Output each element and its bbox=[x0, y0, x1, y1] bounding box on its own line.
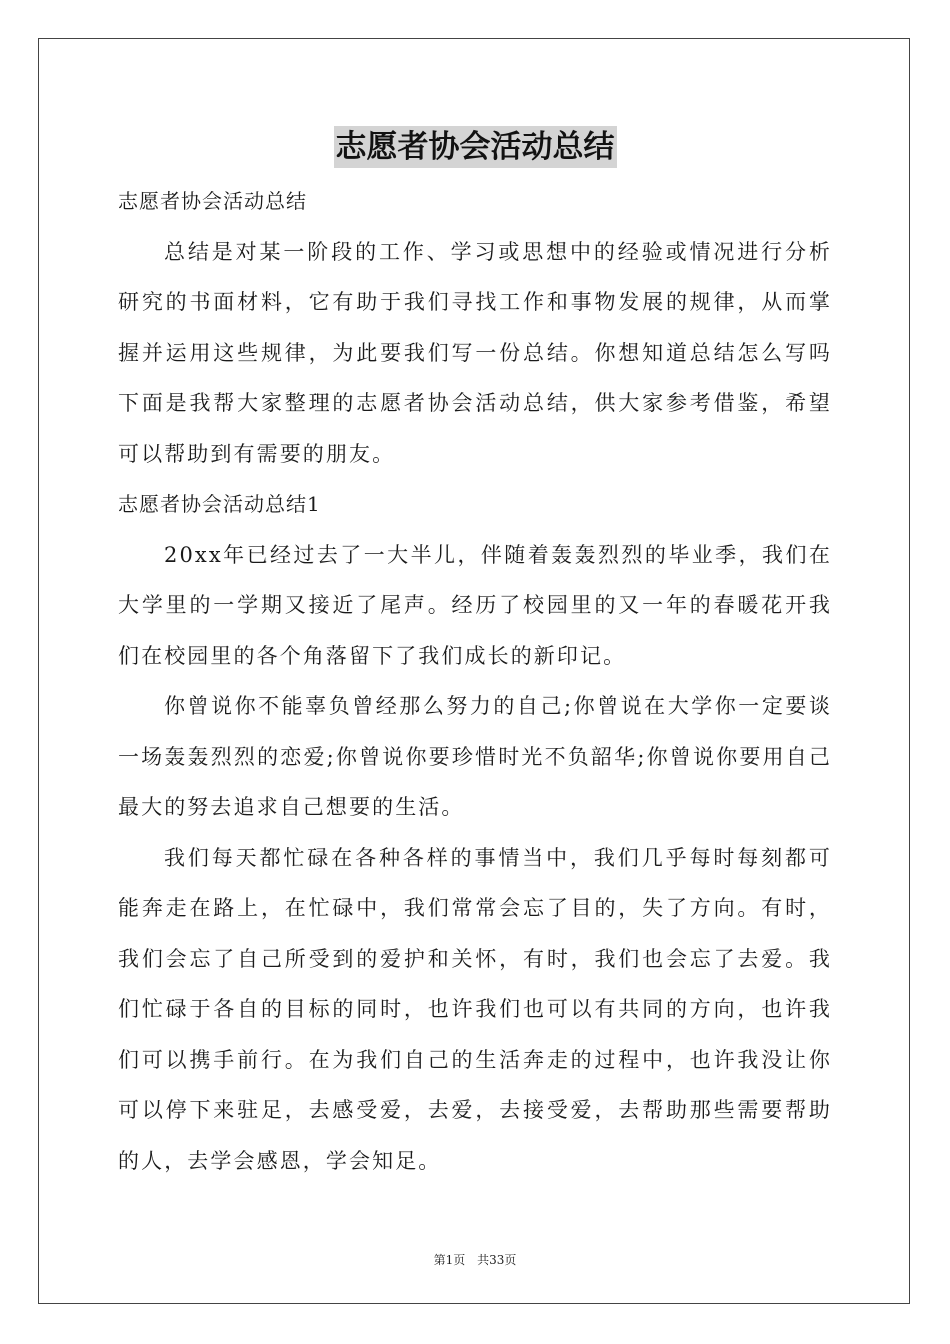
page-number: 第1页 bbox=[433, 1253, 466, 1267]
paragraph: 你曾说你不能辜负曾经那么努力的自己;你曾说在大学你一定要谈一场轰轰烈烈的恋爱;你曾说你要珍惜时光不负韶华;你曾说你要用自己最大的努去追求自己想要的生活。 bbox=[118, 694, 832, 819]
paragraph: 我们每天都忙碌在各种各样的事情当中，我们几乎每时每刻都可能奔走在路上，在忙碌中，我们常常会忘了目的，失了方向。有时，我们会忘了自己所受到的爱护和关怀，有时，我们也会忘了去爱。我们忙碌于各自的目标的同时，也许我们也可以有共同的方向，也许我们可以携手前行。在为我们自己的生活奔走的过程中，也许我没让你可以停下来驻足，去感受爱，去爱，去接受爱，去帮助那些需要帮助的人，去学会感恩，学会知足。 bbox=[118, 845, 832, 1173]
paragraph: 总结是对某一阶段的工作、学习或思想中的经验或情况进行分析研究的书面材料，它有助于我们寻找工作和事物发展的规律，从而掌握并运用这些规律，为此要我们写一份总结。你想知道总结怎么写吗下面是我帮大家整理的志愿者协会活动总结，供大家参考借鉴，希望可以帮助到有需要的朋友。 bbox=[118, 239, 832, 466]
section-heading: 志愿者协会活动总结1 bbox=[118, 492, 321, 516]
section-heading: 志愿者协会活动总结 bbox=[118, 189, 307, 213]
document-title: 志愿者协会活动总结 bbox=[334, 126, 617, 168]
title-wrap bbox=[0, 126, 950, 168]
page-footer bbox=[0, 1251, 950, 1268]
document-body bbox=[118, 176, 832, 1186]
page-total: 共33页 bbox=[477, 1253, 517, 1267]
paragraph: 20xx年已经过去了一大半儿，伴随着轰轰烈烈的毕业季，我们在大学里的一学期又接近了尾声。经历了校园里的又一年的春暖花开我们在校园里的各个角落留下了我们成长的新印记。 bbox=[118, 542, 832, 668]
